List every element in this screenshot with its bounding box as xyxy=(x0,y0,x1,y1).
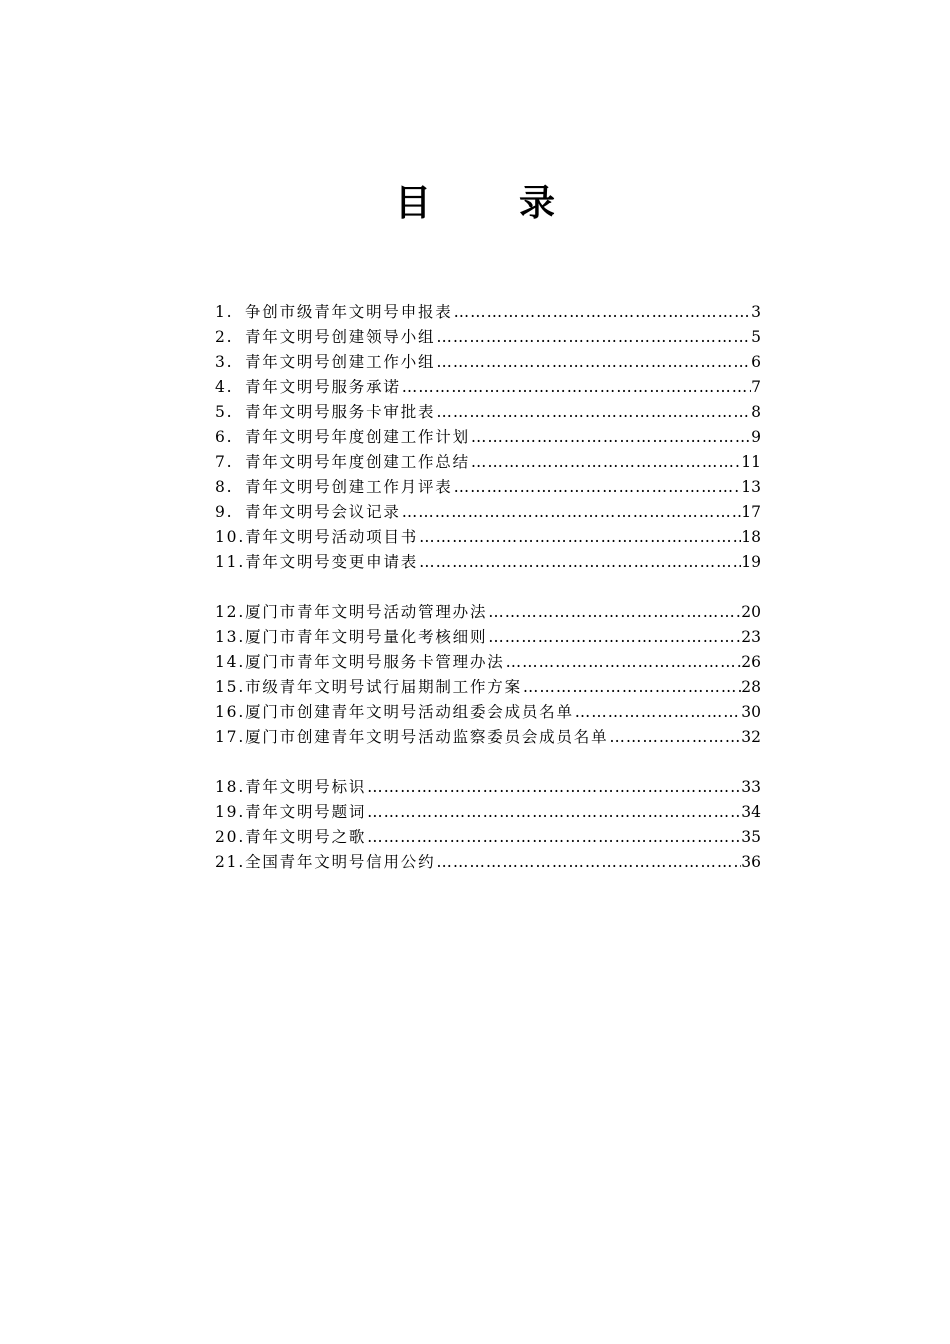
toc-entry-number: 15. xyxy=(215,678,246,696)
toc-entry-page: 18 xyxy=(741,528,761,546)
dot-leader xyxy=(366,825,741,850)
toc-entry-label: 厦门市创建青年文明号活动组委会成员名单 xyxy=(245,703,574,721)
dot-leader xyxy=(608,725,741,750)
dot-leader xyxy=(574,700,742,725)
toc-entry-page: 6 xyxy=(751,353,761,371)
toc-entry[interactable] xyxy=(215,775,761,800)
toc-entry-number: 18. xyxy=(215,778,246,796)
toc-entry-label: 青年文明号题词 xyxy=(245,803,367,821)
dot-leader xyxy=(505,650,742,675)
toc-entry-label: 青年文明号会议记录 xyxy=(245,503,401,521)
toc-entry-page: 19 xyxy=(741,553,761,571)
toc-entry-label: 青年文明号标识 xyxy=(245,778,367,796)
dot-leader xyxy=(366,800,741,825)
toc-entry-label: 全国青年文明号信用公约 xyxy=(245,853,436,871)
toc-entry[interactable] xyxy=(215,300,761,325)
toc-entry-number: 8. xyxy=(215,478,234,496)
dot-leader xyxy=(418,550,741,575)
dot-leader xyxy=(366,775,741,800)
toc-entry-page: 13 xyxy=(741,478,761,496)
toc-entry-number: 4. xyxy=(215,378,234,396)
toc-entry-page: 36 xyxy=(741,853,761,871)
toc-entry[interactable] xyxy=(215,425,761,450)
toc-entry[interactable] xyxy=(215,600,761,625)
toc-entry-number: 20. xyxy=(215,828,246,846)
toc-entry-label: 厦门市青年文明号活动管理办法 xyxy=(245,603,488,621)
toc-entry-label: 青年文明号创建工作小组 xyxy=(245,353,436,371)
toc-entry-label: 青年文明号年度创建工作总结 xyxy=(245,453,470,471)
toc-entry-page: 7 xyxy=(751,378,761,396)
toc-entry-page: 23 xyxy=(741,628,761,646)
toc-group-2 xyxy=(215,600,761,750)
dot-leader xyxy=(435,400,751,425)
toc-entry-number: 2. xyxy=(215,328,234,346)
toc-entry-number: 19. xyxy=(215,803,246,821)
toc-entry[interactable] xyxy=(215,500,761,525)
toc-entry-page: 30 xyxy=(741,703,761,721)
toc-entry-number: 13. xyxy=(215,628,246,646)
toc-entry-page: 11 xyxy=(741,453,761,471)
toc-entry-page: 35 xyxy=(741,828,761,846)
toc-entry-label: 市级青年文明号试行届期制工作方案 xyxy=(245,678,522,696)
dot-leader xyxy=(453,475,742,500)
dot-leader xyxy=(418,525,741,550)
toc-entry-number: 21. xyxy=(215,853,246,871)
toc-entry[interactable] xyxy=(215,350,761,375)
toc-entry-number: 14. xyxy=(215,653,246,671)
toc-entry-number: 9. xyxy=(215,503,234,521)
dot-leader xyxy=(522,675,741,700)
toc-entry-page: 32 xyxy=(741,728,761,746)
toc-entry-page: 5 xyxy=(751,328,761,346)
toc-entry-page: 26 xyxy=(741,653,761,671)
dot-leader xyxy=(453,300,752,325)
toc-group-3 xyxy=(215,775,761,875)
toc-entry-page: 33 xyxy=(741,778,761,796)
toc-entry-number: 11. xyxy=(215,553,246,571)
toc-entry-page: 3 xyxy=(751,303,761,321)
toc-entry-number: 12. xyxy=(215,603,246,621)
toc-entry[interactable] xyxy=(215,475,761,500)
table-of-contents xyxy=(215,300,761,900)
toc-entry-label: 青年文明号之歌 xyxy=(245,828,367,846)
toc-entry-page: 9 xyxy=(751,428,761,446)
toc-entry-label: 青年文明号创建领导小组 xyxy=(245,328,436,346)
toc-entry[interactable] xyxy=(215,625,761,650)
toc-entry-page: 8 xyxy=(751,403,761,421)
toc-entry[interactable] xyxy=(215,700,761,725)
toc-entry-number: 17. xyxy=(215,728,246,746)
toc-entry[interactable] xyxy=(215,400,761,425)
toc-entry-label: 厦门市青年文明号量化考核细则 xyxy=(245,628,488,646)
dot-leader xyxy=(401,375,751,400)
toc-group-1 xyxy=(215,300,761,575)
toc-entry-label: 青年文明号创建工作月评表 xyxy=(245,478,453,496)
toc-entry-label: 青年文明号服务卡审批表 xyxy=(245,403,436,421)
dot-leader xyxy=(487,625,741,650)
toc-entry-number: 7. xyxy=(215,453,234,471)
dot-leader xyxy=(435,350,751,375)
toc-entry[interactable] xyxy=(215,675,761,700)
toc-entry[interactable] xyxy=(215,450,761,475)
dot-leader xyxy=(435,325,751,350)
toc-entry-page: 34 xyxy=(741,803,761,821)
toc-entry-label: 青年文明号变更申请表 xyxy=(245,553,419,571)
toc-entry-number: 5. xyxy=(215,403,234,421)
toc-entry-label: 厦门市青年文明号服务卡管理办法 xyxy=(245,653,505,671)
toc-entry-number: 3. xyxy=(215,353,234,371)
toc-entry-page: 20 xyxy=(741,603,761,621)
toc-entry[interactable] xyxy=(215,850,761,875)
toc-entry[interactable] xyxy=(215,550,761,575)
toc-entry-label: 青年文明号服务承诺 xyxy=(245,378,401,396)
toc-entry[interactable] xyxy=(215,650,761,675)
toc-entry-label: 厦门市创建青年文明号活动监察委员会成员名单 xyxy=(245,728,609,746)
toc-entry-number: 1. xyxy=(215,303,234,321)
toc-entry[interactable] xyxy=(215,375,761,400)
dot-leader xyxy=(470,450,741,475)
toc-entry[interactable] xyxy=(215,800,761,825)
toc-entry[interactable] xyxy=(215,525,761,550)
toc-entry-label: 争创市级青年文明号申报表 xyxy=(245,303,453,321)
dot-leader xyxy=(435,850,741,875)
dot-leader xyxy=(401,500,742,525)
page-title: 目 录 xyxy=(394,182,581,224)
toc-entry[interactable] xyxy=(215,325,761,350)
toc-entry[interactable] xyxy=(215,825,761,850)
toc-entry-label: 青年文明号年度创建工作计划 xyxy=(245,428,470,446)
toc-entry-page: 28 xyxy=(741,678,761,696)
toc-entry[interactable] xyxy=(215,725,761,750)
toc-entry-number: 10. xyxy=(215,528,246,546)
toc-entry-label: 青年文明号活动项目书 xyxy=(245,528,419,546)
toc-entry-number: 16. xyxy=(215,703,246,721)
toc-entry-page: 17 xyxy=(741,503,761,521)
dot-leader xyxy=(470,425,751,450)
toc-entry-number: 6. xyxy=(215,428,234,446)
dot-leader xyxy=(487,600,741,625)
